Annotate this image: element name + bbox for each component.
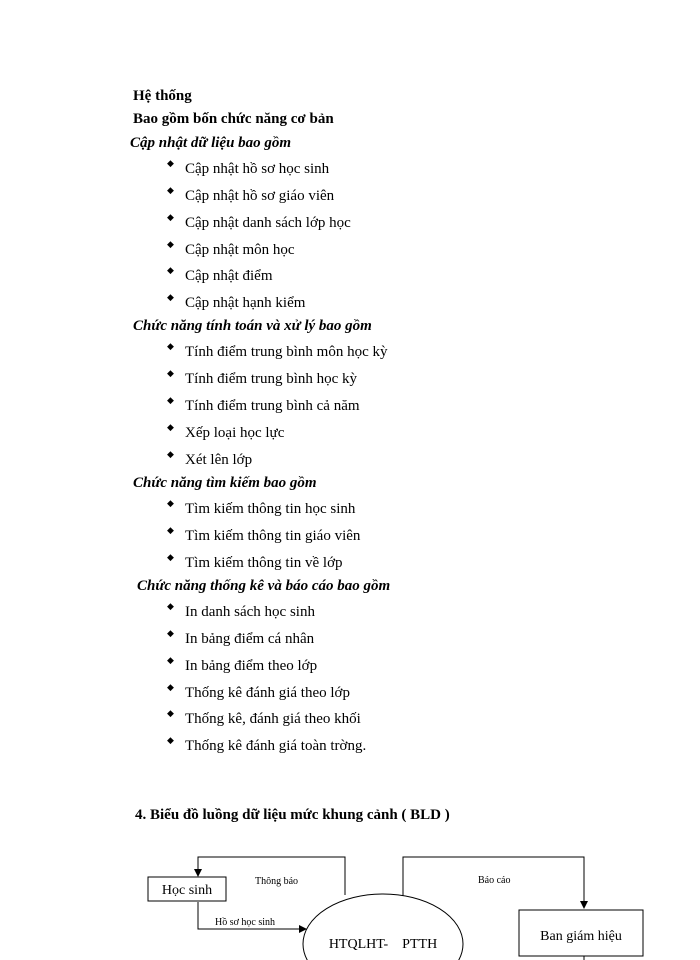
diamond-bullet-icon: ◆: [167, 708, 174, 718]
diamond-bullet-icon: ◆: [167, 498, 174, 508]
diamond-bullet-icon: ◆: [167, 395, 174, 405]
diamond-bullet-icon: ◆: [167, 449, 174, 459]
section-heading-calculation: Chức năng tính toán và xử lý bao gồm: [133, 318, 372, 334]
diamond-bullet-icon: ◆: [167, 628, 174, 638]
report-flow-label: Báo cáo: [478, 875, 511, 886]
diamond-bullet-icon: ◆: [167, 239, 174, 249]
data-flow-diagram: [0, 840, 700, 960]
diamond-bullet-icon: ◆: [167, 655, 174, 665]
diamond-bullet-icon: ◆: [167, 185, 174, 195]
diamond-bullet-icon: ◆: [167, 422, 174, 432]
diamond-bullet-icon: ◆: [167, 368, 174, 378]
student-entity-label: Học sinh: [161, 883, 213, 898]
diamond-bullet-icon: ◆: [167, 601, 174, 611]
notice-flow-label: Thông báo: [255, 876, 299, 887]
system-title: Hệ thống: [133, 88, 192, 104]
diamond-bullet-icon: ◆: [167, 158, 174, 168]
central-process-label: HTQLHT- PTTH: [328, 937, 438, 952]
student-profile-flow-label: Hồ sơ học sinh: [215, 917, 276, 928]
diamond-bullet-icon: ◆: [167, 735, 174, 745]
diamond-bullet-icon: ◆: [167, 212, 174, 222]
section-4-title: 4. Biểu đồ luồng dữ liệu mức khung cảnh ( BLD ): [135, 807, 450, 823]
section-heading-statistics: Chức năng thống kê và báo cáo bao gồm: [137, 578, 391, 594]
diamond-bullet-icon: ◆: [167, 682, 174, 692]
section-heading-search: Chức năng tìm kiếm bao gồm: [133, 475, 317, 491]
section-heading-update: Cập nhật dữ liệu bao gồm: [130, 135, 292, 151]
diamond-bullet-icon: ◆: [167, 341, 174, 351]
diamond-bullet-icon: ◆: [167, 292, 174, 302]
diamond-bullet-icon: ◆: [167, 525, 174, 535]
diamond-bullet-icon: ◆: [167, 552, 174, 562]
board-entity-label: Ban giám hiệu: [540, 929, 622, 944]
diamond-bullet-icon: ◆: [167, 265, 174, 275]
subtitle: Bao gồm bốn chức năng cơ bản: [133, 111, 334, 127]
